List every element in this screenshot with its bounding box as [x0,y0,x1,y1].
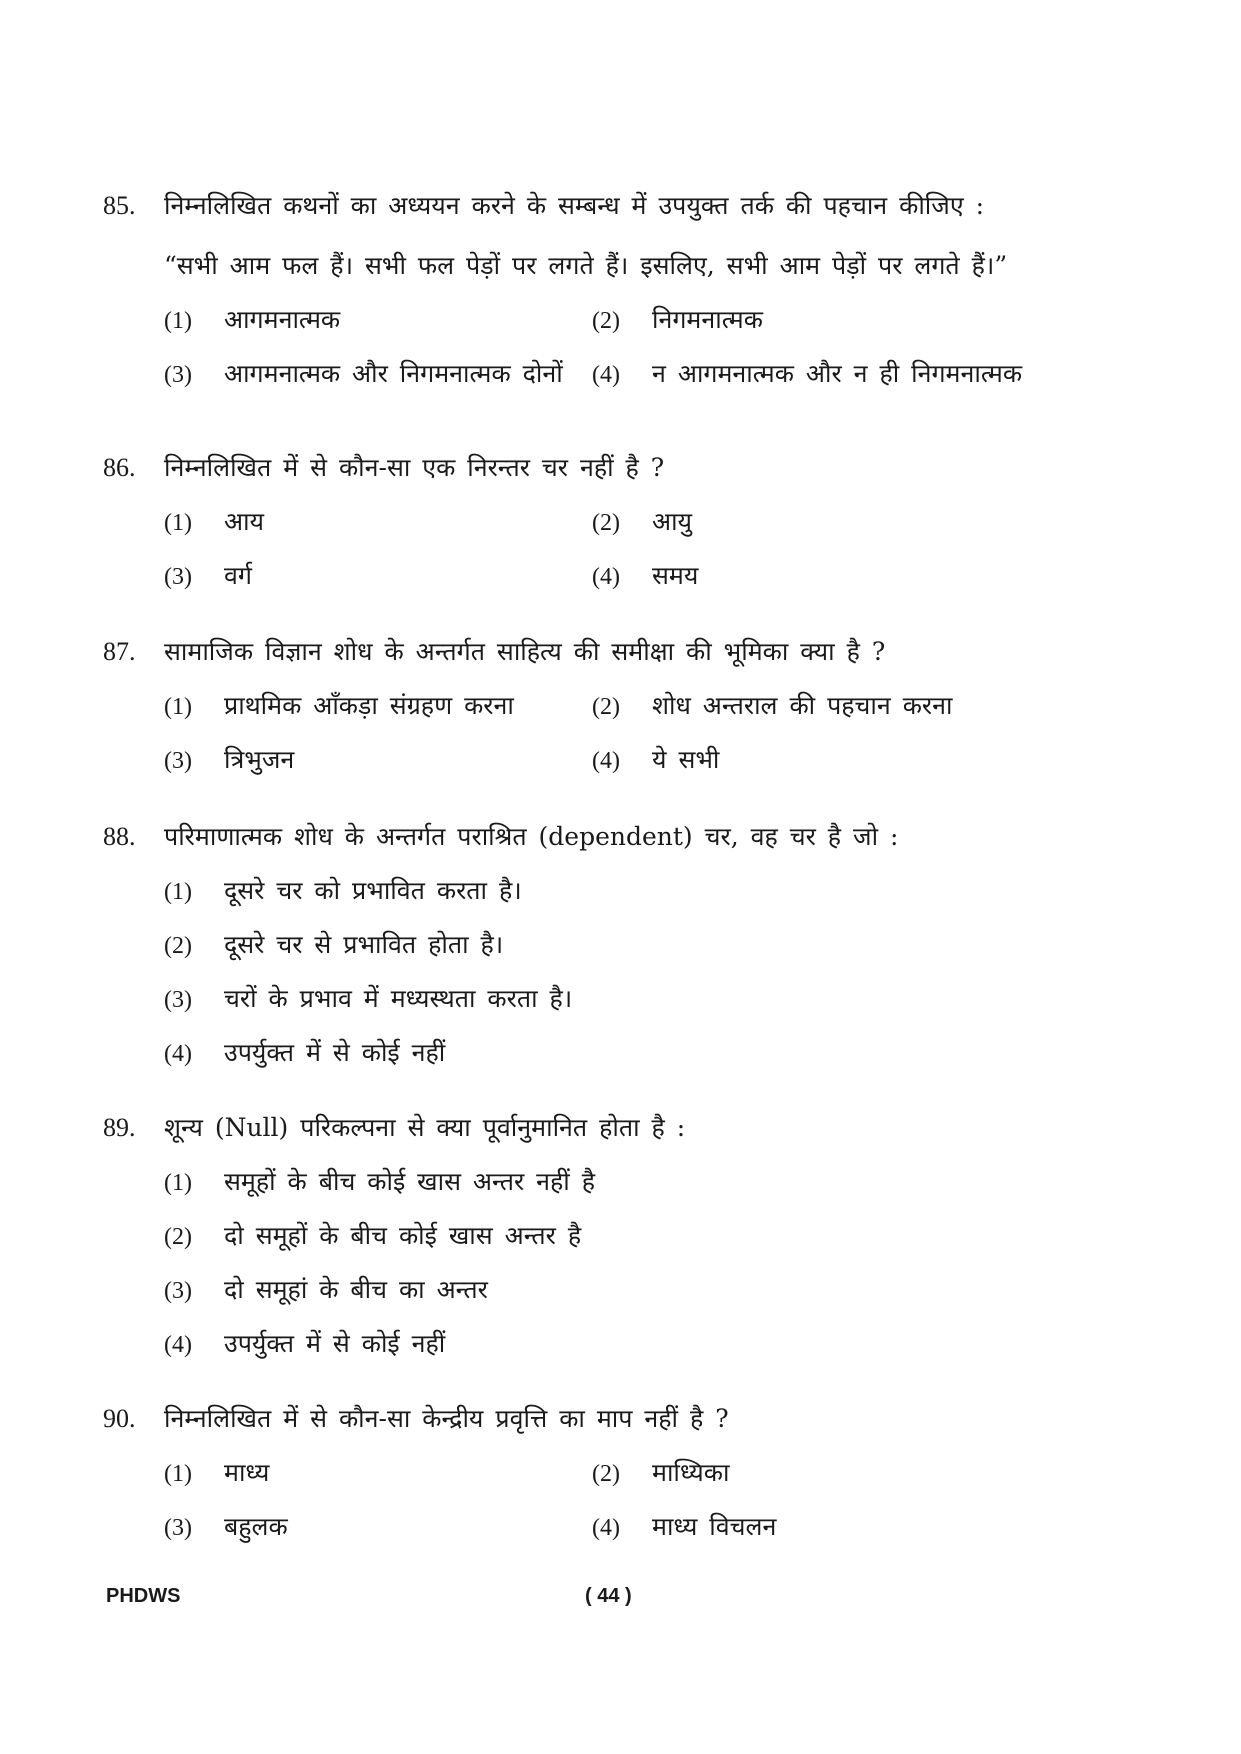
question-number: 90. [103,1404,136,1433]
option-2: (2) दो समूहों के बीच कोई खास अन्तर है [164,1221,582,1250]
option-4: (4) समय [592,561,699,590]
option-1: (1) समूहों के बीच कोई खास अन्तर नहीं है [164,1167,596,1196]
option-4: (4) ये सभी [592,745,720,774]
option-3: (3) त्रिभुजन [164,745,295,774]
option-3: (3) बहुलक [164,1512,288,1541]
question-89 [103,1110,1123,1366]
question-text: निम्नलिखित कथनों का अध्ययन करने के सम्बन्ध में उपयुक्त तर्क की पहचान कीजिए : [164,191,985,220]
options [164,688,1123,782]
booklet-code: PHDWS [106,1585,181,1607]
question-text: सामाजिक विज्ञान शोध के अन्तर्गत साहित्य की समीक्षा की भूमिका क्या है ? [164,637,886,666]
question-number: 87. [103,637,136,666]
option-2: (2) निगमनात्मक [592,305,763,334]
question-85 [103,188,1123,396]
option-2: (2) शोध अन्तराल की पहचान करना [592,691,953,720]
question-88 [103,819,1123,1075]
option-1: (1) आय [164,507,265,536]
option-4: (4) न आगमनात्मक और न ही निगमनात्मक [592,359,1023,388]
option-1: (1) आगमनात्मक [164,305,341,334]
question-number: 85. [103,191,136,220]
option-2: (2) माध्यिका [592,1458,730,1487]
options [164,873,1123,1075]
option-4: (4) माध्य विचलन [592,1512,777,1541]
question-90 [103,1401,1123,1549]
option-3: (3) चरों के प्रभाव में मध्यस्थता करता है। [164,984,573,1013]
question-number: 88. [103,822,136,851]
option-1: (1) दूसरे चर को प्रभावित करता है। [164,876,522,905]
option-3: (3) आगमनात्मक और निगमनात्मक दोनों [164,359,563,388]
question-quote: “सभी आम फल हैं। सभी फल पेड़ों पर लगते हैं। इसलिए, सभी आम पेड़ों पर लगते हैं।” [164,251,1008,280]
question-86 [103,450,1123,598]
question-number: 89. [103,1113,136,1142]
question-text: शून्य (Null) परिकल्पना से क्या पूर्वानुमानित होता है : [164,1113,686,1142]
question-text: निम्नलिखित में से कौन-सा एक निरन्तर चर नहीं है ? [164,453,665,482]
question-text: परिमाणात्मक शोध के अन्तर्गत पराश्रित (dependent) चर, वह चर है जो : [164,822,899,851]
options [164,302,1123,396]
option-3: (3) दो समूहां के बीच का अन्तर [164,1275,488,1304]
option-1: (1) माध्य [164,1458,270,1487]
option-2: (2) दूसरे चर से प्रभावित होता है। [164,930,504,959]
question-text: निम्नलिखित में से कौन-सा केन्द्रीय प्रवृत्ति का माप नहीं है ? [164,1404,729,1433]
question-number: 86. [103,453,136,482]
option-2: (2) आयु [592,507,693,536]
options [164,1455,1123,1549]
option-3: (3) वर्ग [164,561,252,590]
page-footer [0,1585,1241,1615]
options [164,504,1123,598]
options [164,1164,1123,1366]
option-1: (1) प्राथमिक आँकड़ा संग्रहण करना [164,691,514,720]
option-4: (4) उपर्युक्त में से कोई नहीं [164,1329,446,1358]
question-87 [103,634,1123,782]
page-number: ( 44 ) [585,1585,632,1607]
option-4: (4) उपर्युक्त में से कोई नहीं [164,1038,446,1067]
